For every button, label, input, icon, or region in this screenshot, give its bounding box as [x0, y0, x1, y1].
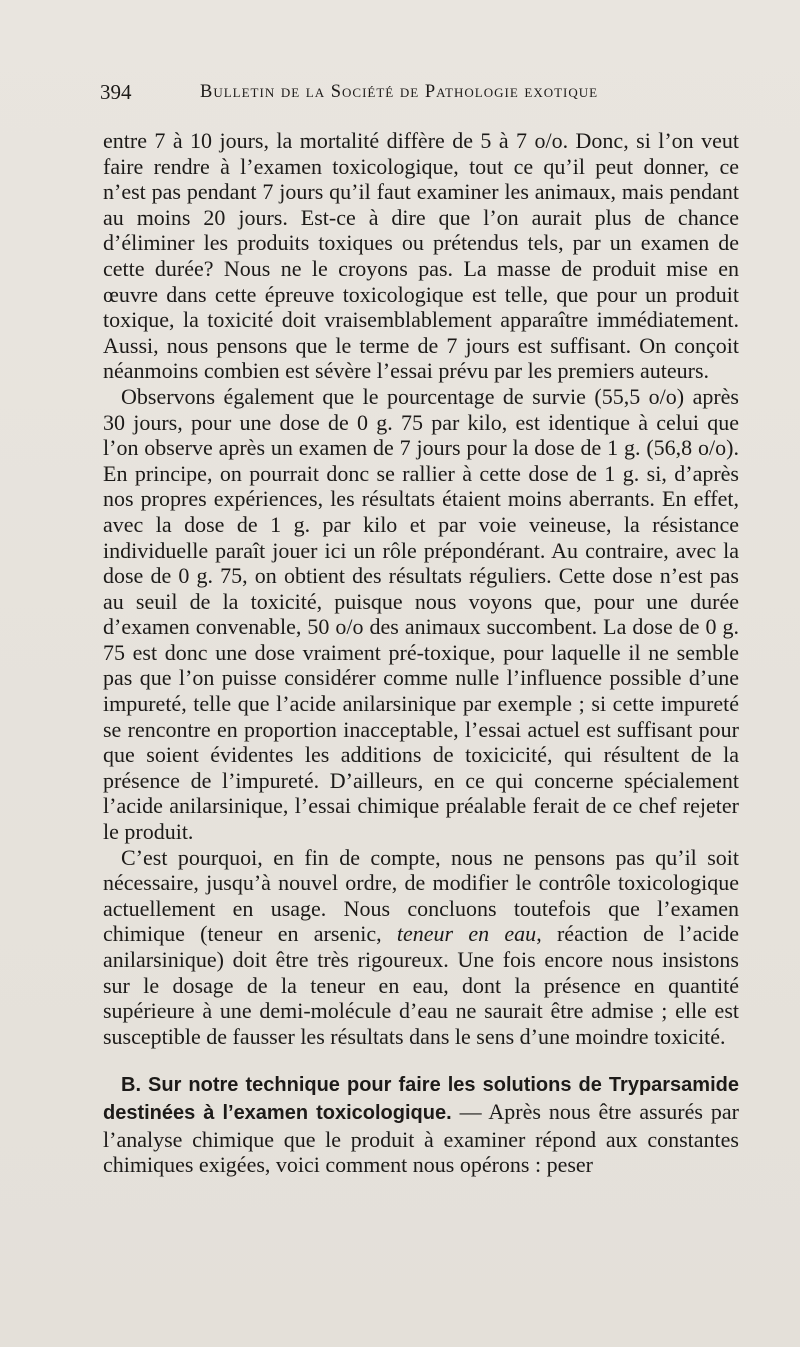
page-header	[100, 80, 740, 110]
running-title: Bulletin de la Société de Pathologie exotique	[200, 82, 599, 102]
paragraph-3-text-after: , réaction de l’acide anilarsinique) doit être très rigoureux. Une fois encore nous insistons sur le dosage de la teneur en eau, dont la présence en quantité supérieure à une demi-molécule d’eau ne saurait être admise ; elle est susceptible de fausser les résultats dans le sens d’une moindre toxicité.	[103, 921, 740, 1049]
section-b-text: — Après nous être assurés par l’analyse chimique que le produit à examiner répond aux constantes chimiques exigées, voici comment nous opérons : peser	[103, 1098, 739, 1178]
paragraph-2: Observons également que le pourcentage de survie (55,5 o/o) après 30 jours, pour une dose de 0 g. 75 par kilo, est identique à celui que l’on observe après un examen de 7 jours pour la dose de 1 g. (56,8 o/o). En principe, on pourrait donc se rallier à cette dose de 1 g. si, d’après nos propres expériences, les résultats étaient moins aberrants. En effet, avec la dose de 1 g. par kilo et par voie veineuse, la résistance individuelle paraît jouer ici un rôle prépondérant. Au contraire, avec la dose de 0 g. 75, on obtient des résultats réguliers. Cette dose n’est pas au seuil de la toxicité, puisque nous voyons que, pour une durée d’examen convenable, 50 o/o des animaux succombent. La dose de 0 g. 75 est donc une dose vraiment pré-toxique, pour laquelle il ne semble pas que l’on puisse considérer comme nulle l’influence possible d’une impureté, telle que l’acide anilarsinique par exemple ; si cette impureté se rencontre en proportion inacceptable, l’essai actuel est suffisant pour que soient évidentes les additions de toxicicité, qui résultent de la présence de l’impureté. D’ailleurs, en ce qui concerne spécialement l’acide anilarsinique, l’essai chimique préalable ferait de ce chef rejeter le produit.	[103, 383, 739, 845]
paragraph-3-italic: teneur en eau	[396, 921, 537, 947]
paragraph-3	[103, 845, 739, 1050]
paragraph-3-text-before: C’est pourquoi, en fin de compte, nous ne pensons pas qu’il soit nécessaire, jusqu’à nouvel ordre, de modifier le contrôle toxicologique actuellement en usage. Nous concluons toutefois que l’examen chimique (teneur en arsenic,	[103, 844, 739, 947]
body-text	[103, 128, 739, 1178]
paragraph-1: entre 7 à 10 jours, la mortalité diffère de 5 à 7 o/o. Donc, si l’on veut faire rendre à l’examen toxicologique, tout ce qu’il peut donner, ce n’est pas pendant 7 jours qu’il faut examiner les animaux, mais pendant au moins 20 jours. Est-ce à dire que l’on aurait plus de chance d’éliminer les produits toxiques ou prétendus tels, par un examen de cette durée? Nous ne le croyons pas. La masse de produit mise en œuvre dans cette épreuve toxicologique est telle, que pour un produit toxique, la toxicité doit vraisemblablement apparaître immédiatement. Aussi, nous pensons que le terme de 7 jours est suffisant. On conçoit néanmoins combien est sévère l’essai prévu par les premiers auteurs.	[103, 128, 739, 384]
section-b-paragraph	[103, 1071, 739, 1177]
section-b-heading: B. Sur notre technique pour faire les solutions de Tryparsamide destinées à l’examen toxicologique.	[103, 1074, 739, 1124]
page-number: 394	[100, 80, 132, 104]
